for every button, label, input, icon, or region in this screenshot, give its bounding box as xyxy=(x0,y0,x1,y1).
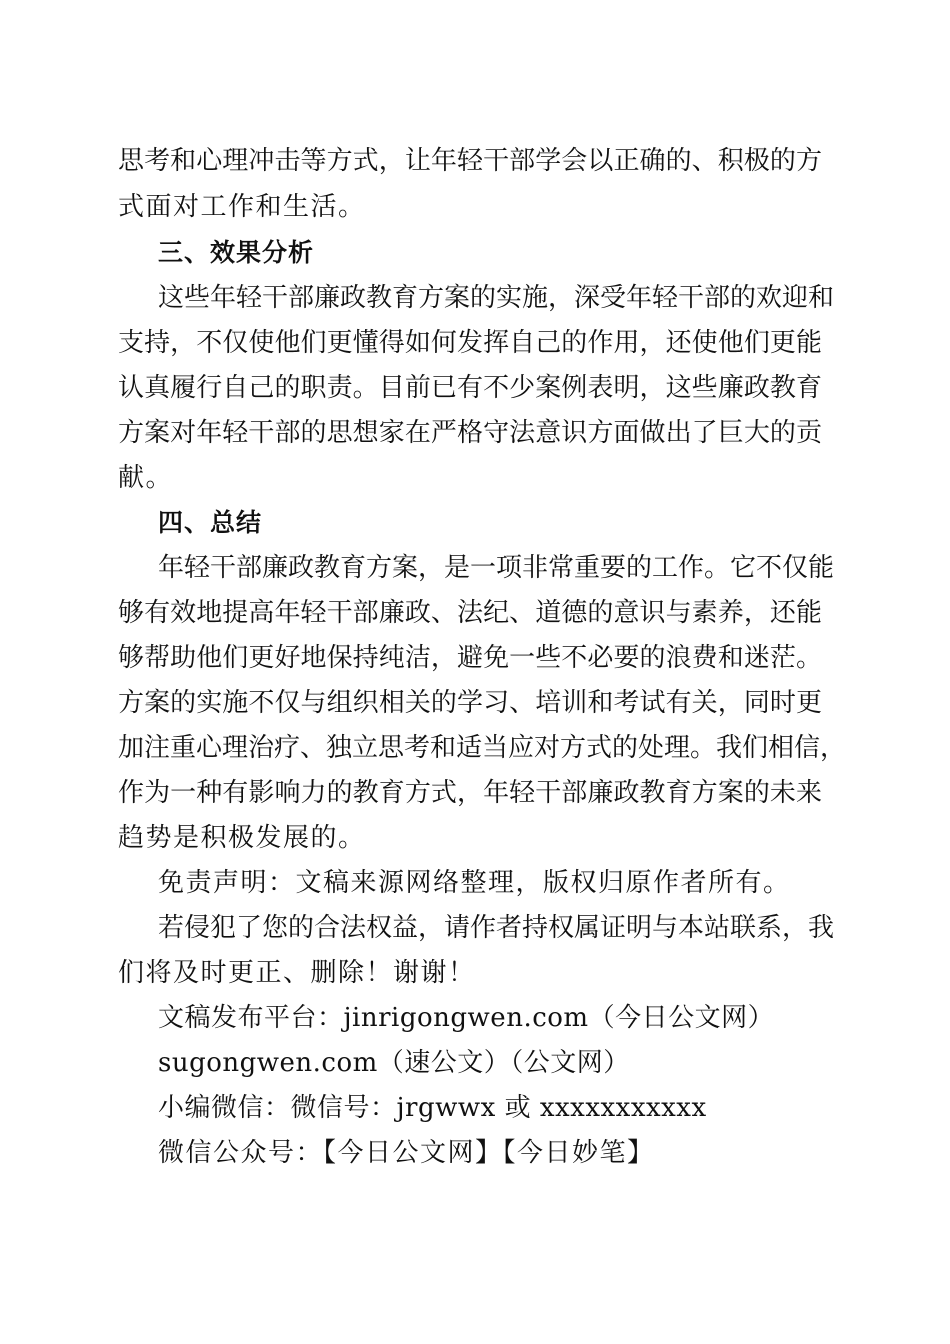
section4-line-4: 方案的实施不仅与组织相关的学习、培训和考试有关，同时更 xyxy=(118,688,822,718)
editor-wechat: 小编微信：微信号：jrgwwx 或 xxxxxxxxxxx xyxy=(158,1093,707,1123)
section-heading-summary: 四、总结 xyxy=(158,508,263,537)
intro-line-1: 思考和心理冲击等方式，让年轻干部学会以正确的、积极的方 xyxy=(118,146,822,176)
intro-line-2: 式面对工作和生活。 xyxy=(118,192,366,222)
section4-line-1: 年轻干部廉政教育方案，是一项非常重要的工作。它不仅能 xyxy=(158,553,835,583)
section4-line-2: 够有效地提高年轻干部廉政、法纪、道德的意识与素养，还能 xyxy=(118,598,822,628)
section4-line-5: 加注重心理治疗、独立思考和适当应对方式的处理。我们相信， xyxy=(118,733,847,763)
disclaimer-text: 免责声明：文稿来源网络整理，版权归原作者所有。 xyxy=(158,868,791,898)
section3-line-2: 支持，不仅使他们更懂得如何发挥自己的作用，还使他们更能 xyxy=(118,328,822,358)
section3-line-3: 认真履行自己的职责。目前已有不少案例表明，这些廉政教育 xyxy=(118,373,822,403)
section4-line-3: 够帮助他们更好地保持纯洁，避免一些不必要的浪费和迷茫。 xyxy=(118,643,822,673)
section3-line-5: 献。 xyxy=(118,463,174,493)
section4-line-6: 作为一种有影响力的教育方式，年轻干部廉政教育方案的未来 xyxy=(118,778,822,808)
infringement-notice-line-2: 们将及时更正、删除！谢谢！ xyxy=(118,958,476,988)
infringement-notice-line-1: 若侵犯了您的合法权益，请作者持权属证明与本站联系，我 xyxy=(158,913,835,943)
sugongwen-site: sugongwen.com（速公文）（公文网） xyxy=(158,1048,630,1078)
publish-platform: 文稿发布平台：jinrigongwen.com（今日公文网） xyxy=(158,1003,775,1033)
official-account: 微信公众号：【今日公文网】【今日妙笔】 xyxy=(158,1138,655,1168)
section4-line-7: 趋势是积极发展的。 xyxy=(118,823,366,853)
section3-line-4: 方案对年轻干部的思想家在严格守法意识方面做出了巨大的贡 xyxy=(118,418,822,448)
section3-line-1: 这些年轻干部廉政教育方案的实施，深受年轻干部的欢迎和 xyxy=(158,283,835,313)
section-heading-effect-analysis: 三、效果分析 xyxy=(158,238,315,267)
